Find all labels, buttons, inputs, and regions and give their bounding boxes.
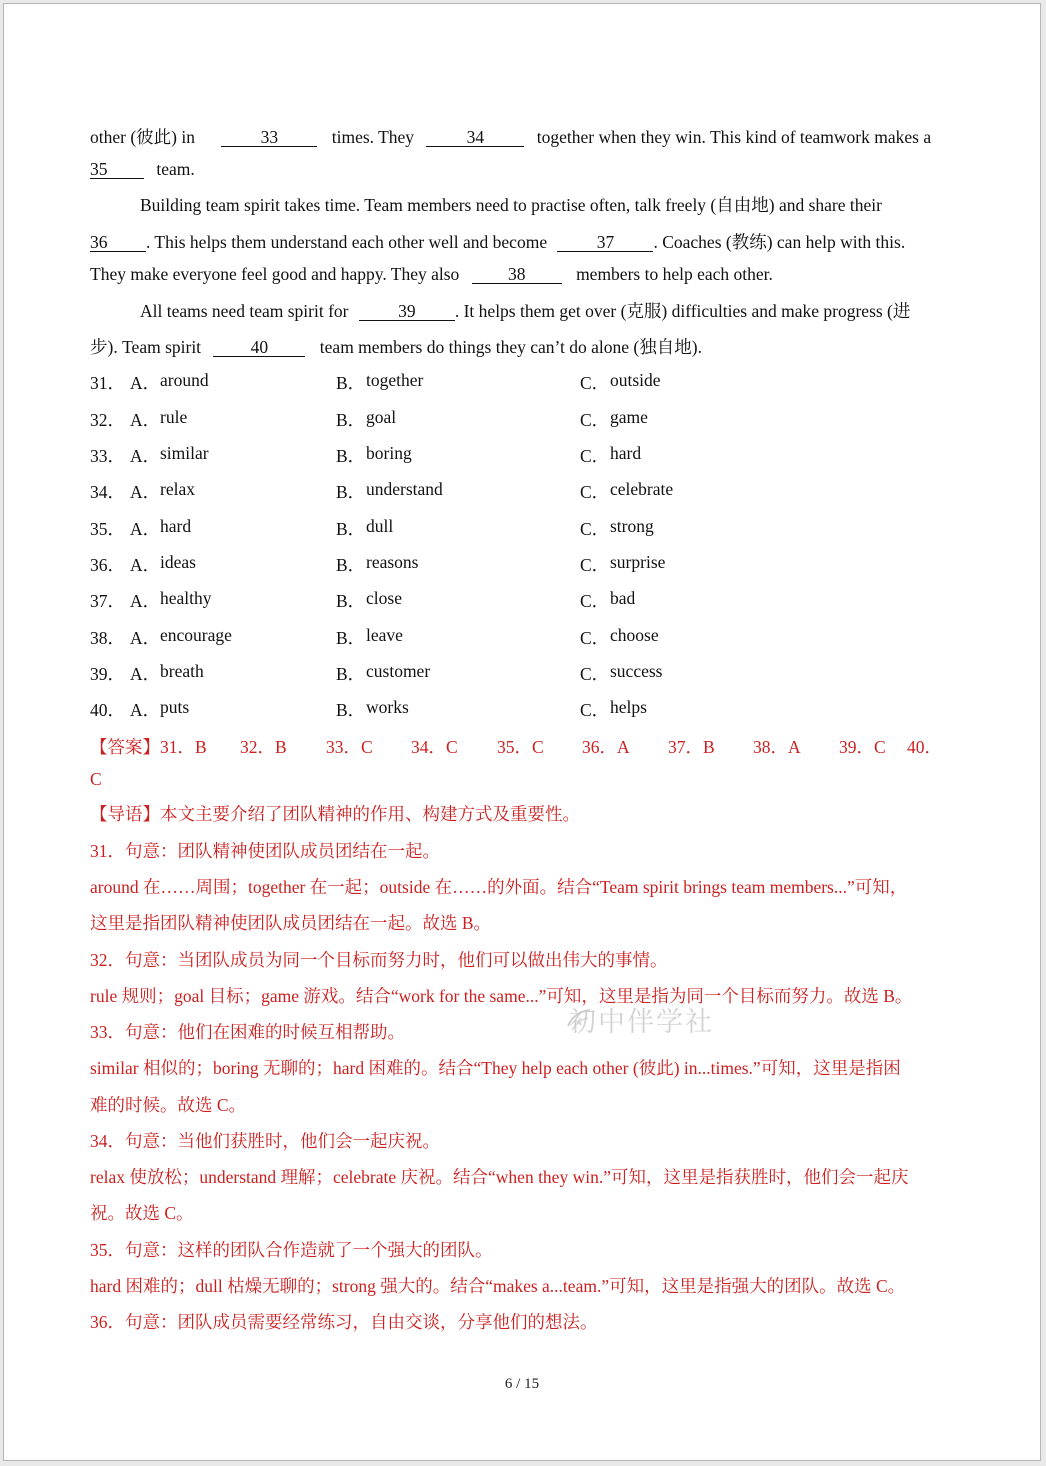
- option-label: A．: [130, 482, 161, 502]
- option-label: C．: [580, 664, 610, 684]
- option-text: close: [366, 588, 402, 608]
- option-label: B．: [336, 664, 366, 684]
- option-label: A．: [130, 446, 161, 466]
- option-label: B．: [336, 373, 366, 393]
- blank-35: 35: [90, 160, 144, 179]
- option-text: hard: [610, 443, 642, 463]
- watermark-text: 初中伴学社: [569, 1007, 714, 1038]
- explanation-line: hard 困难的；dull 枯燥无聊的；strong 强大的。结合“makes a...team.”可知，这里是指强大的团队。故选 C。: [90, 1276, 906, 1296]
- option-text: rule: [160, 407, 188, 427]
- blank-38: 38: [472, 265, 562, 284]
- passage-text: times. They: [331, 127, 415, 147]
- passage-text: team members do things they can’t do alone (独自地).: [319, 337, 702, 357]
- passage-line-7: [90, 334, 956, 359]
- blank-36: 36: [90, 233, 146, 252]
- question-number: 37．: [90, 591, 125, 611]
- option-text: hard: [160, 516, 192, 536]
- option-label: C．: [580, 591, 610, 611]
- passage-text: All teams need team spirit for: [140, 301, 349, 321]
- option-text: ideas: [160, 552, 196, 572]
- question-number: 34．: [90, 482, 125, 502]
- answer-key: [90, 734, 956, 759]
- question-number: 35．: [90, 519, 125, 539]
- option-label: B．: [336, 700, 366, 720]
- option-text: relax: [160, 479, 195, 499]
- option-label: C．: [580, 519, 610, 539]
- option-label: C．: [580, 555, 610, 575]
- answer-item: 33．C: [326, 737, 373, 757]
- option-label: A．: [130, 555, 161, 575]
- page-number: 6 / 15: [504, 1376, 540, 1392]
- blank-34: 34: [426, 128, 524, 147]
- answer-last: C: [90, 769, 102, 789]
- option-label: B．: [336, 591, 366, 611]
- option-label: B．: [336, 519, 366, 539]
- passage-text: . This helps them understand each other well and become: [146, 232, 548, 252]
- explanation-line: 32．句意：当团队成员为同一个目标而努力时，他们可以做出伟大的事情。: [90, 950, 668, 970]
- passage-line-2: [90, 159, 956, 180]
- passage-text: . Coaches (教练) can help with this.: [653, 232, 906, 252]
- option-label: C．: [580, 446, 610, 466]
- question-number: 38．: [90, 628, 125, 648]
- explanation-line: 这里是指团队精神使团队成员团结在一起。故选 B。: [90, 913, 492, 933]
- option-text: surprise: [610, 552, 666, 572]
- explanation-line: 33．句意：他们在困难的时候互相帮助。: [90, 1022, 405, 1042]
- option-label: C．: [580, 482, 610, 502]
- document-page: [3, 3, 1041, 1461]
- option-text: encourage: [160, 625, 232, 645]
- option-label: A．: [130, 700, 161, 720]
- option-label: A．: [130, 664, 161, 684]
- option-label: C．: [580, 628, 610, 648]
- option-text: around: [160, 370, 209, 390]
- option-text: bad: [610, 588, 636, 608]
- explanation-line: 31．句意：团队精神使团队成员团结在一起。: [90, 841, 440, 861]
- explanation-line: 36．句意：团队成员需要经常练习，自由交谈，分享他们的想法。: [90, 1312, 598, 1332]
- option-text: leave: [366, 625, 403, 645]
- option-text: dull: [366, 516, 394, 536]
- option-label: A．: [130, 373, 161, 393]
- answer-item: 39．C: [839, 737, 886, 757]
- passage-text: They make everyone feel good and happy. They also: [90, 264, 460, 284]
- answer-item: 36．A: [582, 737, 630, 757]
- blank-33: 33: [221, 128, 317, 147]
- option-text: outside: [610, 370, 661, 390]
- passage-text: together when they win. This kind of teamwork makes a: [536, 127, 932, 147]
- option-label: B．: [336, 555, 366, 575]
- option-label: A．: [130, 410, 161, 430]
- passage-text: 步). Team spirit: [90, 337, 202, 357]
- option-label: B．: [336, 482, 366, 502]
- passage-text: . It helps them get over (克服) difficulties and make progress (进: [454, 301, 911, 321]
- option-label: C．: [580, 700, 610, 720]
- question-number: 40．: [90, 700, 125, 720]
- passage-text: other (彼此) in: [90, 127, 195, 147]
- option-label: B．: [336, 410, 366, 430]
- explanation-line: similar 相似的；boring 无聊的；hard 困难的。结合“They help each other (彼此) in...times.”可知，这里是指困: [90, 1058, 901, 1078]
- option-label: B．: [336, 628, 366, 648]
- passage-line-5: [90, 264, 956, 285]
- option-label: A．: [130, 591, 161, 611]
- option-text: puts: [160, 697, 190, 717]
- blank-37: 37: [557, 233, 653, 252]
- passage-text: members to help each other.: [576, 264, 773, 284]
- option-text: similar: [160, 443, 209, 463]
- explanation-line: 34．句意：当他们获胜时，他们会一起庆祝。: [90, 1131, 440, 1151]
- option-label: A．: [130, 519, 161, 539]
- option-text: helps: [610, 697, 647, 717]
- option-label: A．: [130, 628, 161, 648]
- answer-item: 31．B: [160, 737, 207, 757]
- option-text: works: [366, 697, 409, 717]
- answer-item: 32．B: [240, 737, 287, 757]
- answer-item: 34．C: [411, 737, 458, 757]
- answer-item: 35．C: [497, 737, 544, 757]
- explanation-line: relax 使放松；understand 理解；celebrate 庆祝。结合“when they win.”可知，这里是指获胜时，他们会一起庆: [90, 1167, 909, 1187]
- option-text: boring: [366, 443, 412, 463]
- option-text: success: [610, 661, 663, 681]
- answer-item: 38．A: [753, 737, 801, 757]
- blank-40: 40: [213, 338, 305, 357]
- option-text: breath: [160, 661, 204, 681]
- question-number: 36．: [90, 555, 125, 575]
- option-text: reasons: [366, 552, 419, 572]
- question-number: 32．: [90, 410, 125, 430]
- answer-item: 37．B: [668, 737, 715, 757]
- question-number: 33．: [90, 446, 125, 466]
- passage-line-3: Building team spirit takes time. Team members need to practise often, talk freely (自由地) and share their: [140, 195, 882, 215]
- passage-line-1: [90, 124, 956, 149]
- option-text: game: [610, 407, 648, 427]
- option-label: C．: [580, 373, 610, 393]
- passage-line-6: [90, 298, 956, 323]
- explanation-line: rule 规则；goal 目标；game 游戏。结合“work for the same...”可知，这里是指为同一个目标而努力。故选 B。: [90, 986, 913, 1006]
- option-text: customer: [366, 661, 431, 681]
- option-text: choose: [610, 625, 659, 645]
- explanation-line: around 在……周围；together 在一起；outside 在……的外面。结合“Team spirit brings team members...”可知，: [90, 877, 908, 897]
- option-label: C．: [580, 410, 610, 430]
- explanation-line: 35．句意：这样的团队合作造就了一个强大的团队。: [90, 1240, 493, 1260]
- intro-text: 【导语】本文主要介绍了团队精神的作用、构建方式及重要性。: [90, 804, 580, 824]
- option-text: understand: [366, 479, 443, 499]
- passage-line-4: [90, 229, 956, 254]
- option-text: celebrate: [610, 479, 674, 499]
- question-number: 31．: [90, 373, 125, 393]
- explanation-line: 祝。故选 C。: [90, 1203, 194, 1223]
- option-text: healthy: [160, 588, 212, 608]
- option-label: B．: [336, 446, 366, 466]
- answer-item: 40．: [907, 737, 942, 757]
- answer-label: 【答案】: [90, 737, 160, 757]
- passage-text: team.: [156, 159, 195, 179]
- question-number: 39．: [90, 664, 125, 684]
- option-text: goal: [366, 407, 397, 427]
- blank-39: 39: [359, 302, 455, 321]
- explanation-line: 难的时候。故选 C。: [90, 1095, 247, 1115]
- option-text: together: [366, 370, 424, 390]
- option-text: strong: [610, 516, 654, 536]
